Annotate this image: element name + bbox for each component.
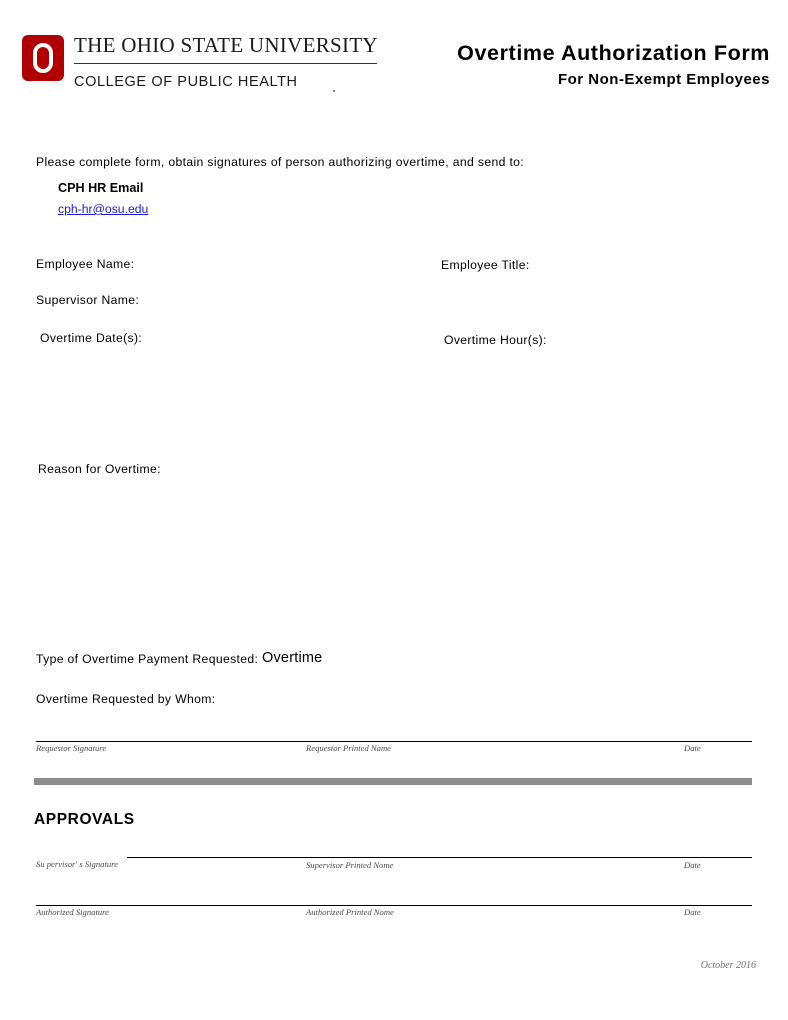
supervisor-name-label: Supervisor Name:: [36, 293, 140, 307]
title-block: [380, 41, 770, 88]
supervisor-date-caption: Date: [684, 860, 701, 870]
payment-type-label: Type of Overtime Payment Requested:: [36, 652, 259, 666]
revision-date: October 2016: [700, 960, 756, 971]
osu-logo-block: [22, 33, 378, 103]
page-header: [0, 0, 788, 120]
college-name: COLLEGE OF PUBLIC HEALTH: [74, 74, 298, 90]
employee-title-label: Employee Title:: [441, 258, 530, 272]
authorized-signature-caption: Authorized Signature: [36, 907, 109, 917]
osu-block-o-icon: [22, 35, 64, 81]
requestor-signature-caption: Requestor Signature: [36, 743, 107, 753]
approvals-heading: APPROVALS: [34, 811, 135, 828]
overtime-hours-label: Overtime Hour(s):: [444, 333, 547, 347]
supervisor-signature-caption: Su pervisor' s Signature: [36, 859, 118, 869]
page-subtitle: For Non-Exempt Employees: [557, 71, 770, 88]
section-divider: [34, 778, 752, 785]
header-decorative-dot: [333, 90, 335, 92]
reason-for-overtime-label: Reason for Overtime:: [38, 462, 161, 476]
authorized-date-caption: Date: [684, 907, 701, 917]
header-rule: [74, 63, 377, 64]
authorized-signature-line: [36, 905, 752, 906]
supervisor-printed-name-caption: Supervisor Printed Nome: [306, 860, 394, 870]
payment-type-value[interactable]: Overtime: [262, 650, 323, 666]
page-title: Overtime Authorization Form: [457, 41, 770, 65]
hr-email-link[interactable]: cph-hr@osu.edu: [58, 202, 149, 216]
supervisor-signature-line: [127, 857, 752, 858]
hr-email-label: CPH HR Email: [58, 181, 144, 195]
employee-name-label: Employee Name:: [36, 257, 135, 271]
university-name: THE OHIO STATE UNIVERSITY: [74, 33, 378, 57]
requestor-signature-line: [36, 741, 752, 742]
overtime-dates-label: Overtime Date(s):: [40, 331, 143, 345]
requestor-printed-name-caption: Requestor Printed Name: [306, 743, 391, 753]
instructions-text: Please complete form, obtain signatures of person authorizing overtime, and send to:: [36, 155, 525, 169]
requestor-date-caption: Date: [684, 743, 701, 753]
requested-by-label: Overtime Requested by Whom:: [36, 692, 216, 706]
authorized-printed-name-caption: Authorized Printed Nome: [306, 907, 394, 917]
